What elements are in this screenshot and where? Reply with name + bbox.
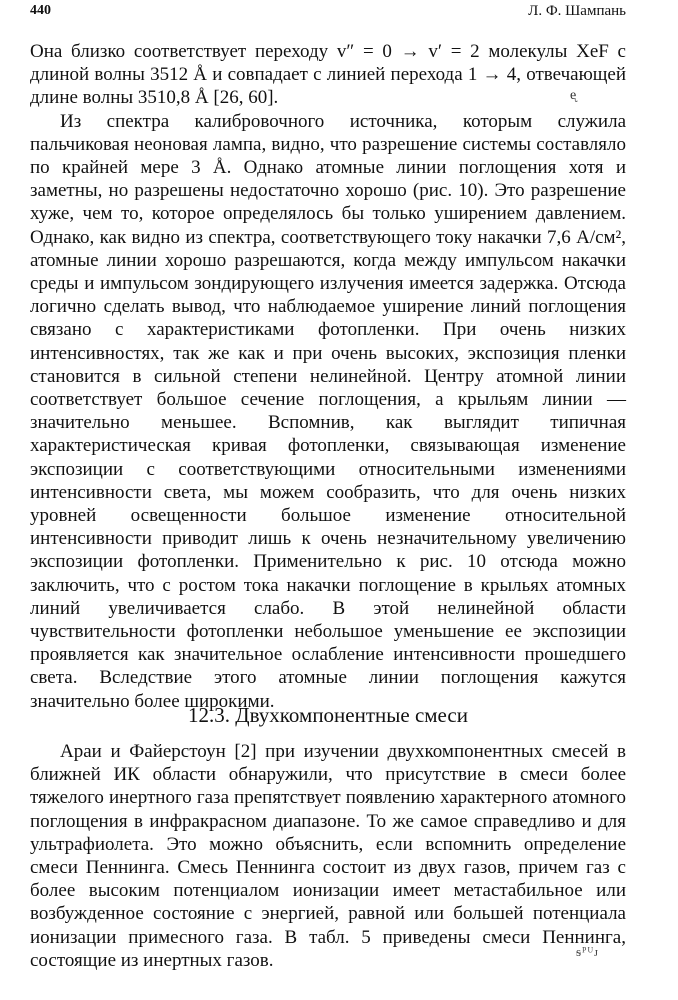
library-stamp: ᵴᴾᵁᴊ [576,944,600,959]
body-text-top [30,40,626,713]
paragraph-3: Араи и Файерстоун [2] при изучении двухкомпонентных смесей в ближней ИК области обнаружили, что присутствие в смеси более тяжелого инертного газа препятствует появлению характерного атомного поглощения в инфракрасном диапазоне. То же самое справедливо и для ультрафиолета. Это можно объяснить, если вспомнить определение смеси Пеннинга. Смесь Пеннинга состоит из двух газов, причем газ с более высоким потенциалом ионизации имеет метастабильное или возбужденное состояние с энергией, равной или большей потенциала ионизации примесного газа. В табл. 5 приведены смеси Пеннинга, состоящие из инертных газов. [30,741,626,971]
running-author: Л. Ф. Шампань [528,3,626,19]
paragraph-1: Она близко соответствует переходу v″ = 0 → v′ = 2 молекулы XeF с длиной волны 3512 Å и совпадает с линией перехода 1 → 4, отвечающей длине волны 3510,8 Å [26, 60]. [30,41,626,109]
section-heading: 12.3. Двухкомпонентные смеси [188,703,468,727]
running-head [30,0,626,22]
page-number: 440 [30,3,51,18]
paragraph-2: Из спектра калибровочного источника, которым служила пальчиковая неоновая лампа, видно, что разрешение системы составляло по крайней мере 3 Å. Однако атомные линии поглощения хотя и заметны, но разрешены недостаточно хорошо (рис. 10). Это разрешение хуже, чем то, которое определялось бы только уширением давлением. Однако, как видно из спектра, соответствующего току накачки 7,6 А/см², атомные линии хорошо разрешаются, когда между импульсом накачки среды и импульсом зондирующего излучения имеется задержка. Отсюда логично сделать вывод, что наблюдаемое уширение линий поглощения связано с характеристиками фотопленки. При очень низких интенсивностях, так же как и при очень высоких, экспозиция пленки становится в сильной степени нелинейной. Центру атомной линии соответствует большое сечение поглощения, а крыльям линии — значительно меньшее. Вспомнив, как выглядит типичная характеристическая кривая фотопленки, связывающая изменение экспозиции с соответствующими относительными изменениями интенсивности света, мы можем сообразить, что для очень низких уровней освещенности большое изменение относительной интенсивности приводит лишь к очень незначительному увеличению экспозиции фотопленки. Применительно к рис. 10 отсюда можно заключить, что с ростом тока накачки поглощение в крыльях атомных линий увеличивается слабо. В этой нелинейной области чувствительности фотопленки небольшое уменьшение ее экспозиции проявляется как значительное ослабление интенсивности прошедшего света. Вследствие этого атомные линии поглощения кажутся значительно более широкими. [30,110,626,712]
margin-mark: ᶒ [570,88,577,103]
body-text-bottom [30,740,626,972]
